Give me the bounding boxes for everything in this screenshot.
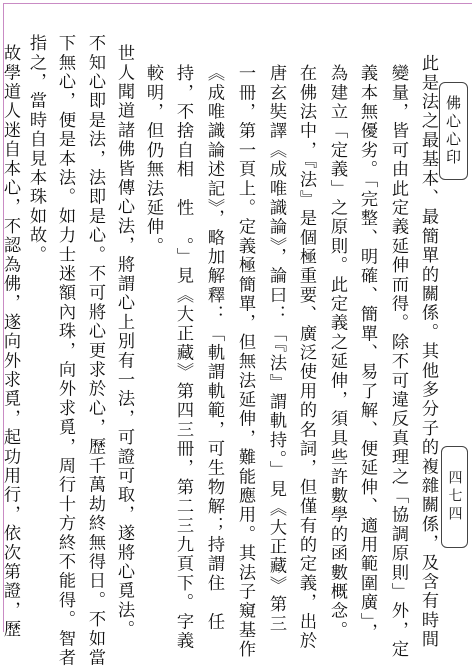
- text-column: 在佛法中，『法』是個極重要、廣泛使用的名詞，但僅有的定義，出於: [296, 64, 316, 651]
- page-number-tab: 四七四: [441, 446, 468, 548]
- text-column: 變量，皆可由此定義延伸而得。除不可違反真理之「協調原則」外，定: [388, 64, 408, 660]
- text-column: 世人聞道諸佛皆傳心法，將謂心上別有一法，可證可取，遂將心覓法。: [114, 44, 134, 640]
- text-column: 一冊，第一頁上。定義極簡單，但無法延伸，難能應用。其法子窺基作: [235, 64, 255, 660]
- text-column: 此是法之最基本、最簡單的關係。其他多分子的複雜關係，及含有時間: [418, 54, 438, 650]
- text-column: 故學道人迷自本心，不認為佛，遂向外求覓，起功用行，依次第證，歷: [0, 44, 20, 640]
- text-column: 較明，但仍無法延伸。: [143, 64, 163, 256]
- text-column: 義本無優劣。「完整、明確、簡單、易了解、便延伸、適用範圍廣」，: [357, 64, 377, 642]
- text-column: 不知心即是法，法即是心。不可將心更求於心，歷千萬劫終無得日。不如當: [85, 34, 105, 668]
- text-column: 下無心，便是本法。如力士迷額內珠，向外求覓，周行十方終不能得。智者: [55, 34, 75, 668]
- text-column: 《成唯識論述記》，略加解釋：「軌謂軌範，可生物解；持謂住 任: [204, 64, 224, 632]
- section-title-tab: 佛心心印: [439, 82, 468, 180]
- text-column: 持，不捨自相 性 。」見《大正藏》第四三冊，第二三九頁下。字義: [173, 64, 193, 651]
- text-column: 為建立「定義」之原則。此定義之延伸，須具些許數學的函數概念。: [327, 64, 347, 640]
- text-column: 唐玄奘譯《成唯識論》，論曰：「『法』謂軌持。」見《大正藏》第三: [266, 64, 286, 634]
- text-column: 指之，當時自見本珠如故。: [26, 34, 46, 265]
